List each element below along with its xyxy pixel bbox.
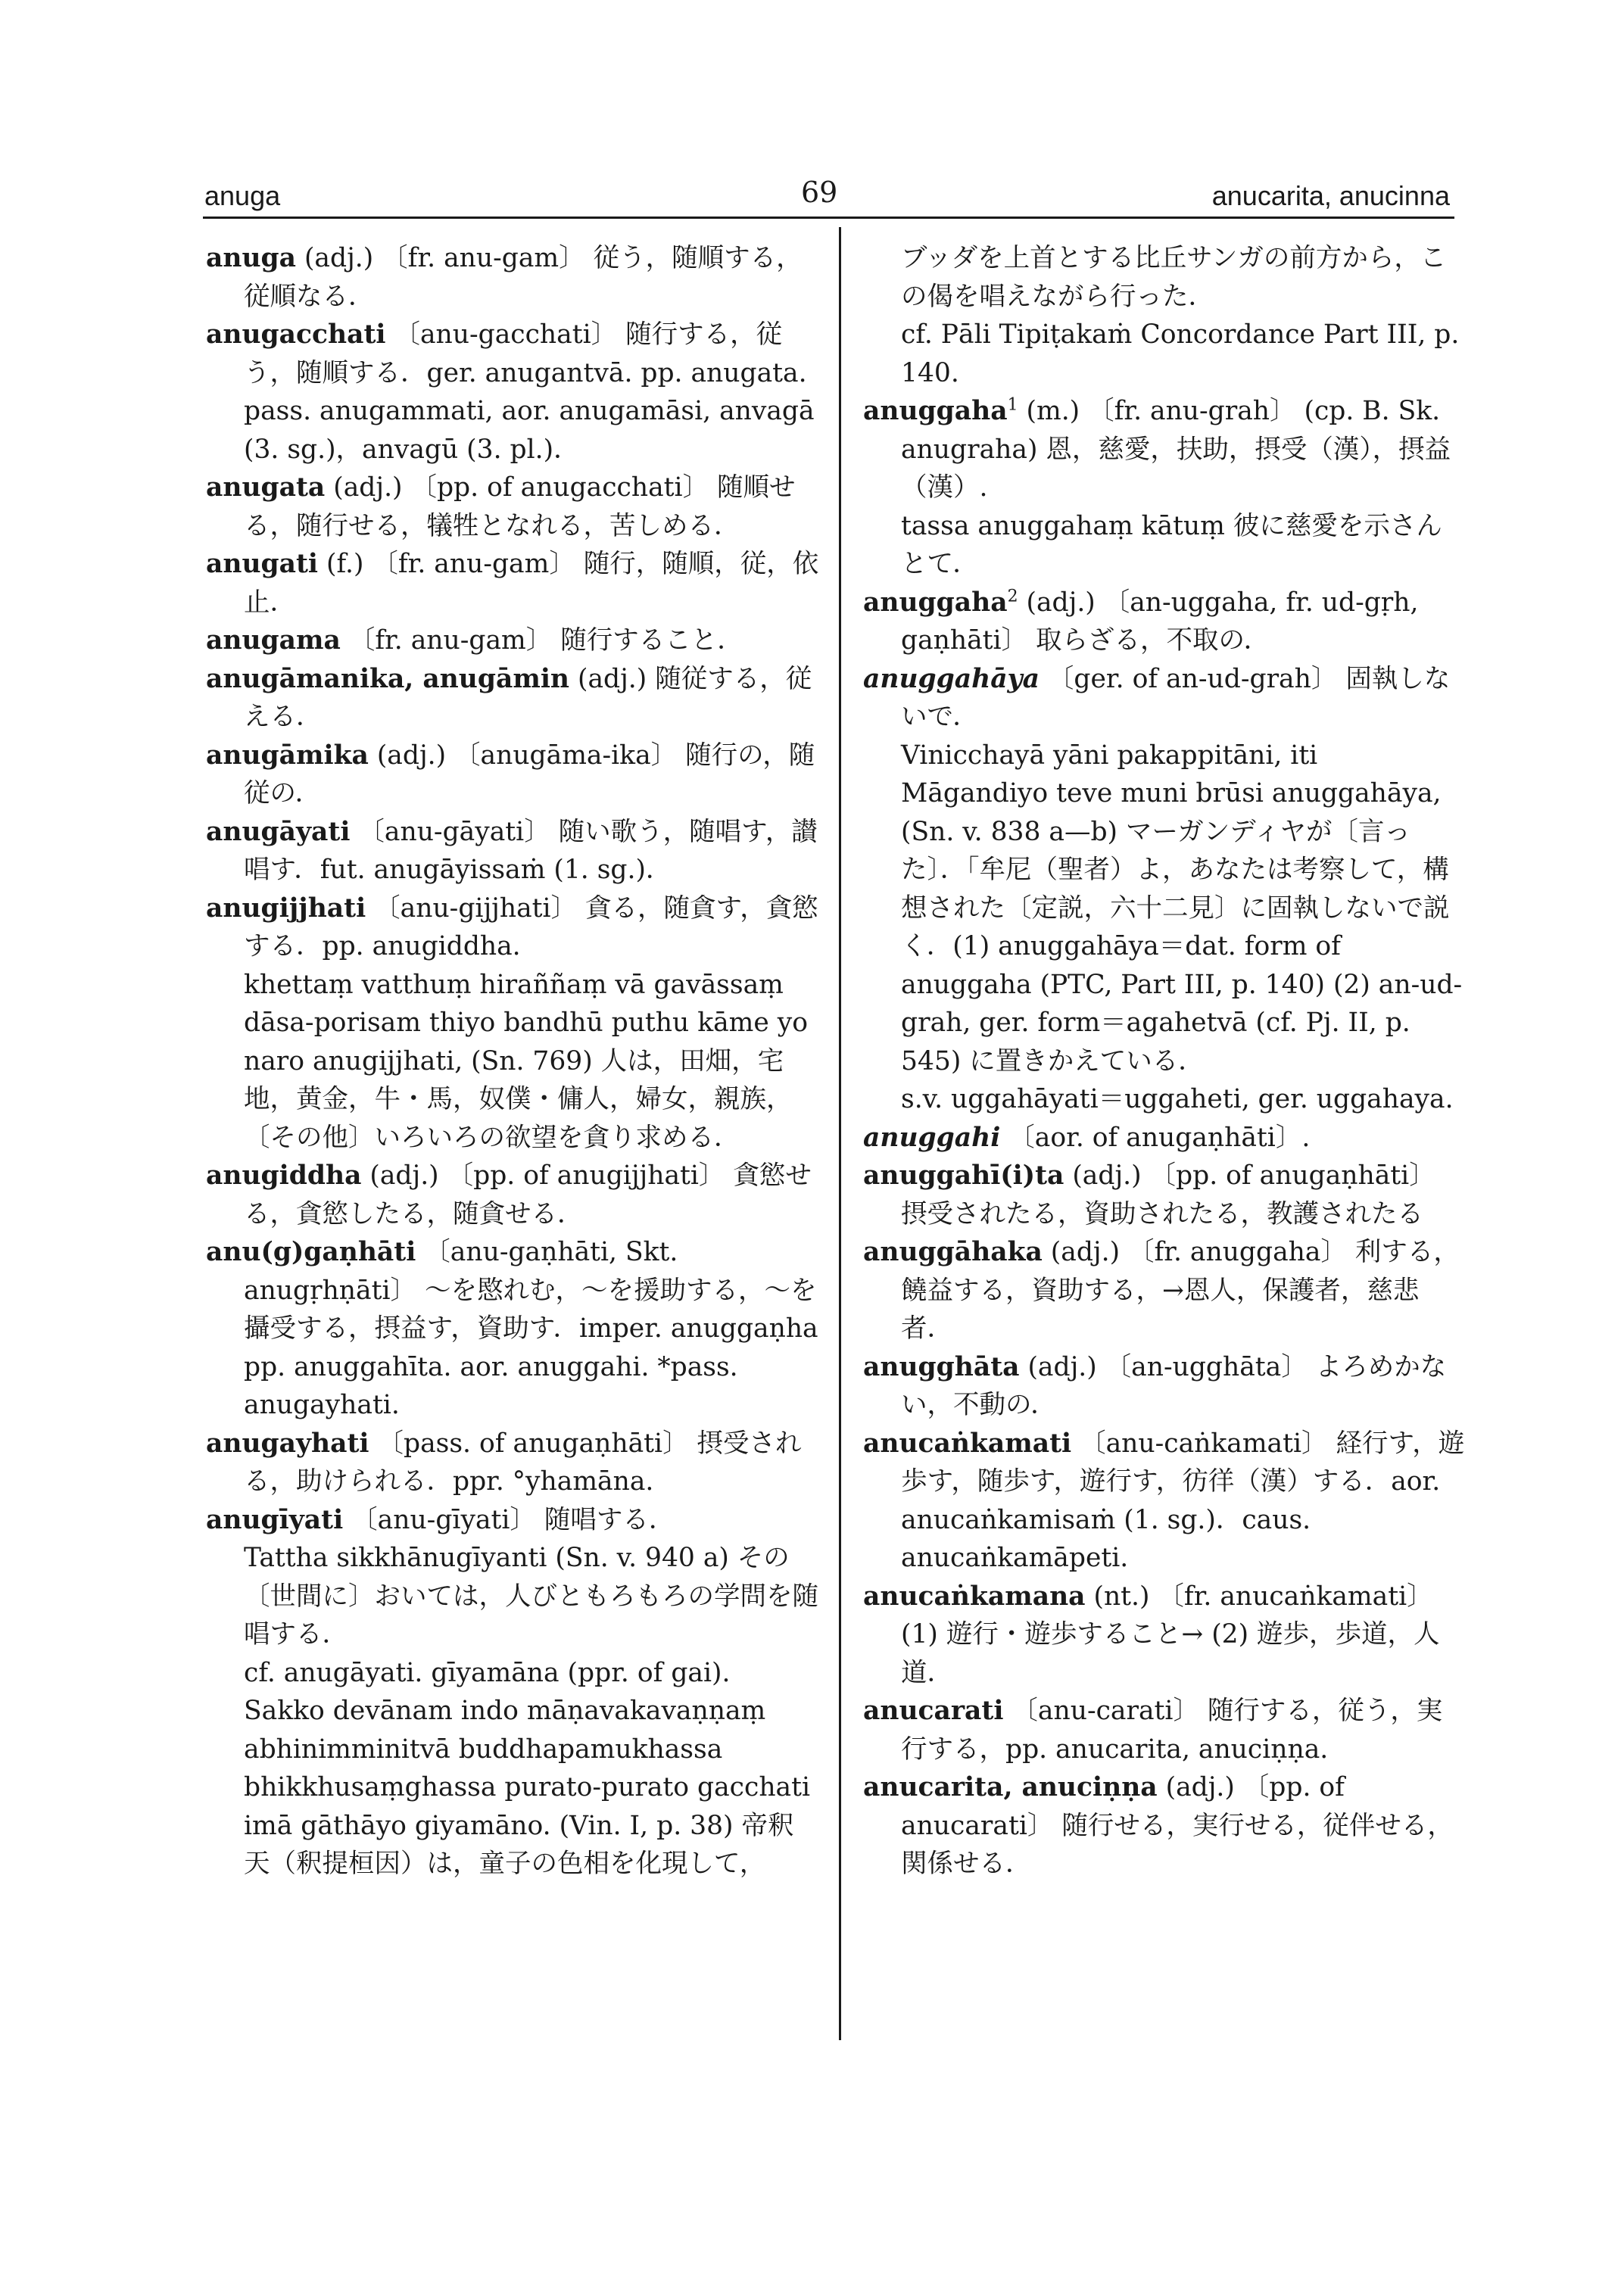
dictionary-entry (206, 737, 819, 813)
headword: anucaṅkamati (863, 1428, 1072, 1459)
headword: anucaṅkamana (863, 1581, 1086, 1612)
headword: anuga (206, 243, 296, 273)
dictionary-entry (863, 1233, 1465, 1348)
headword: anugijjhati (206, 893, 366, 924)
example-quote: tassa anuggahaṃ kātuṃ 彼に慈愛を示さんとて． (901, 510, 1442, 579)
left-column (206, 239, 819, 1883)
definition: 〔anu-gāyati〕 随い歌う，随唱す，讃唱す．fut. anugāyissaṁ (1. sg.)． (244, 816, 818, 885)
homograph-number: 1 (1007, 395, 1018, 415)
running-head-left: anuga (204, 180, 281, 211)
headword: anugama (206, 625, 341, 656)
example-quote: Tattha sikkhānugīyanti (Sn. v. 940 a) その〔世間に〕おいては，人びともろもろの学問を随唱する． (244, 1543, 818, 1650)
dictionary-entry (863, 1157, 1465, 1233)
homograph-number: 2 (1007, 587, 1018, 606)
definition: (m.) 〔fr. anu-grah〕 (cp. B. Sk. anugraha) 恩，慈愛，扶助，摂受（漢），摂益（漢）. (901, 396, 1451, 503)
dictionary-entry (863, 392, 1465, 507)
headword: anuggāhaka (863, 1237, 1043, 1267)
definition: (adj.) 〔pp. of anugijjhati〕 貪慾せる，貪慾したる，随貪せる． (244, 1161, 812, 1229)
headword: anugata (206, 472, 326, 503)
headword: anugacchati (206, 319, 386, 350)
dictionary-entry (206, 660, 819, 737)
headword: anuggaha (863, 587, 1008, 618)
example-quote: khettaṃ vatthuṃ hiraññaṃ vā gavāssaṃ dāsa-porisam thiyo bandhū puthu kāme yo naro anugijjhati, (Sn. 769) 人は，田畑，宅地，黄金，牛・馬，奴僕・傭人，婦女，親族，〔その他〕いろいろの欲望を貪り求める． (244, 969, 809, 1153)
definition: 〔fr. anu-gam〕 随行すること． (340, 625, 743, 656)
definition: (adj.) 随従する，従える． (244, 663, 812, 732)
right-column (863, 239, 1465, 1883)
headword: anuggahī(i)ta (863, 1161, 1064, 1191)
definition: (adj.) 〔pp. of anugacchati〕 随順せる，随行せる，犠牲となれる，苦しめる． (244, 472, 796, 541)
headword: anugāmanika, anugāmin (206, 663, 570, 694)
continued-text: ブッダを上首とする比丘サンガの前方から，この偈を唱えながら行った． (901, 243, 1447, 312)
dictionary-entry (863, 1425, 1465, 1578)
definition: (f.) 〔fr. anu-gam〕 随行，随順，従，依止． (244, 549, 819, 618)
example-quote: Vinicchayā yāni pakappitāni, iti Māgandiyo teve muni brūsi anuggahāya, (Sn. v. 838 a—b) マーガンディヤが〔言った〕．「牟尼（聖者）よ，あなたは考察して，構想された〔定説，六十二見〕に固執しないで説く．(1) anuggahāya＝dat. form of anuggaha (PTC, Part III, p. 140) (2) an-ud-grah, ger. form＝agahetvā (cf. Pj. II, p. 545) に置きかえている． (901, 740, 1463, 1076)
example-quote: Sakko devānam indo māṇavakavaṇṇaṃ abhinimminitvā buddhapamukhassa bhikkhusaṃghassa purato-purato gacchati imā gāthāyo giyamāno. (Vin. I, p. 38) 帝釈天（釈提桓因）は，童子の色相を化現して， (244, 1696, 810, 1879)
dictionary-entry (206, 1233, 819, 1425)
headword: anuggaha (863, 396, 1008, 426)
definition: (adj.) 〔fr. anuggaha〕 利する，饒益する，資助する，→恩人，保護者，慈悲者． (901, 1237, 1460, 1344)
cross-reference: cf. Pāli Tipiṭakaṁ Concordance Part III, p. 140. (901, 319, 1460, 388)
headword: anugāyati (206, 816, 351, 847)
headword: anuggahāya (863, 663, 1040, 694)
dictionary-entry (863, 1768, 1465, 1883)
dictionary-entry (206, 1501, 819, 1540)
definition: 〔anu-carati〕 随行する，従う，実行する，pp. anucarita, anuciṇṇa. (901, 1696, 1443, 1765)
headword: anucarati (863, 1696, 1004, 1726)
headword: anugayhati (206, 1428, 369, 1459)
dictionary-entry (863, 584, 1465, 660)
dictionary-entry (206, 469, 819, 545)
dictionary-entry (206, 239, 819, 316)
header-rule (203, 217, 1454, 219)
dictionary-entry (863, 1692, 1465, 1768)
dictionary-entry (863, 660, 1465, 737)
page-number: 69 (801, 176, 838, 209)
definition: 〔aor. of anugaṇhāti〕. (1000, 1122, 1311, 1153)
definition: 〔anu-gaṇhāti, Skt. anugṛhṇāti〕 ～を愍れむ，～を援助する，～を攝受する，摂益す，資助す．imper. anuggaṇha pp. anuggahīta. aor. anuggahi. *pass. anugayhati. (244, 1237, 818, 1420)
column-divider (839, 227, 841, 2040)
definition: (adj.) 〔an-ugghāta〕 よろめかない，不動の． (901, 1351, 1447, 1420)
definition: (adj.) 〔pp. of anugaṇhāti〕 摂受されたる，資助されたる，教護されたる (901, 1161, 1435, 1229)
definition: 〔anu-caṅkamati〕 経行す，遊歩す，随歩す，遊行す，彷徉（漢）する．aor. anucaṅkamisaṁ (1. sg.)．caus. anucaṅkamāpeti. (901, 1428, 1465, 1573)
definition: 〔anu-gacchati〕 随行する，従う，随順する．ger. anugantvā. pp. anugata. pass. anugammati, aor. anugamāsi, anvagā (3. sg.)，anvagū (3. pl.)． (244, 319, 815, 465)
dictionary-entry (863, 1348, 1465, 1425)
headword: anugiddha (206, 1161, 362, 1191)
definition: (adj.) 〔pp. of anucarati〕 随行せる，実行せる，従伴せる，関係せる． (901, 1772, 1454, 1879)
definition: (adj.) 〔anugāma-ika〕 随行の，随従の． (244, 740, 815, 808)
headword: anugīyati (206, 1504, 344, 1535)
dictionary-entry (863, 1119, 1465, 1157)
dictionary-entry (863, 1578, 1465, 1693)
definition: 〔anu-gīyati〕 随唱する． (343, 1504, 675, 1535)
running-head-right: anucarita, anucinna (1211, 180, 1450, 211)
definition: 〔ger. of an-ud-grah〕 固執しないで． (901, 663, 1451, 732)
definition: (adj.) 〔an-uggaha, fr. ud-gṛh, gaṇhāti〕 取らざる，不取の． (901, 587, 1419, 656)
dictionary-entry (206, 889, 819, 966)
dictionary-entry (206, 1157, 819, 1233)
headword: anugāmika (206, 740, 369, 771)
headword: anugghāta (863, 1351, 1020, 1382)
cross-reference: s.v. uggahāyati＝uggaheti, ger. uggahaya. (901, 1084, 1454, 1114)
dictionary-entry (206, 545, 819, 622)
dictionary-entry (206, 1425, 819, 1501)
definition: (adj.) 〔fr. anu-gam〕 従う，随順する，従順なる． (244, 243, 803, 312)
dictionary-entry (206, 316, 819, 469)
definition: 〔anu-gijjhati〕 貪る，随貪す，貪慾する．pp. anugiddha. (244, 893, 818, 961)
headword: anuggahi (863, 1122, 1001, 1153)
dictionary-entry (206, 622, 819, 660)
cross-reference: cf. anugāyati. gīyamāna (ppr. of gai). (244, 1657, 731, 1688)
definition: 〔pass. of anugaṇhāti〕 摂受される，助けられる．ppr. °yhamāna. (244, 1428, 802, 1497)
headword: anugati (206, 549, 319, 579)
definition: (nt.) 〔fr. anucaṅkamati〕 (1) 遊行・遊歩すること→ (2) 遊歩，歩道，人道． (901, 1581, 1440, 1688)
dictionary-entry (206, 813, 819, 889)
headword: anu(g)gaṇhāti (206, 1237, 416, 1267)
headword: anucarita, anuciṇṇa (863, 1772, 1158, 1802)
